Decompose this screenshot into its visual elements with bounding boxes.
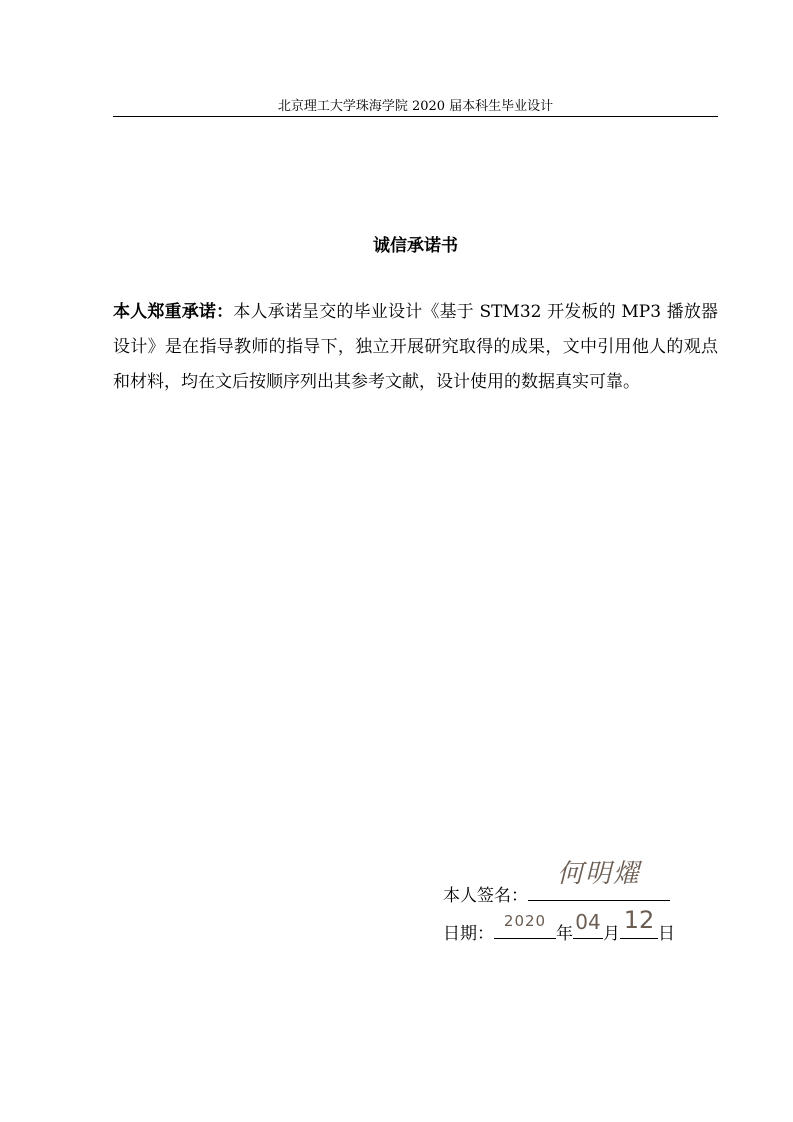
- handwritten-month: 04: [575, 910, 601, 934]
- handwritten-day: 12: [623, 906, 655, 934]
- pledge-body: 本人承诺呈交的毕业设计《基于 STM32 开发板的 MP3 播放器设计》是在指导教师的指导下，独立开展研究取得的成果，文中引用他人的观点和材料，均在文后按顺序列出其参考文献，设计使用的数据真实可靠。: [113, 302, 718, 392]
- date-label: 日期：: [443, 924, 494, 944]
- page-header: 北京理工大学珠海学院 2020 届本科生毕业设计: [277, 99, 554, 114]
- signature-blank: [528, 859, 670, 901]
- page-title: 诚信承诺书: [373, 236, 458, 256]
- pledge-lead: 本人郑重承诺：: [113, 302, 234, 322]
- date-row: [443, 906, 675, 944]
- handwritten-year: 2020: [503, 912, 547, 930]
- month-unit: 月: [603, 924, 620, 944]
- signature-row: [443, 859, 670, 906]
- day-unit: 日: [658, 924, 675, 944]
- signature-label: 本人签名：: [443, 886, 528, 906]
- handwritten-signature: 何明燿: [556, 859, 641, 889]
- month-blank: [573, 910, 603, 939]
- year-blank: [494, 912, 556, 939]
- year-unit: 年: [556, 924, 573, 944]
- day-blank: [620, 906, 658, 939]
- header-rule: [113, 116, 718, 117]
- pledge-paragraph: [113, 295, 718, 400]
